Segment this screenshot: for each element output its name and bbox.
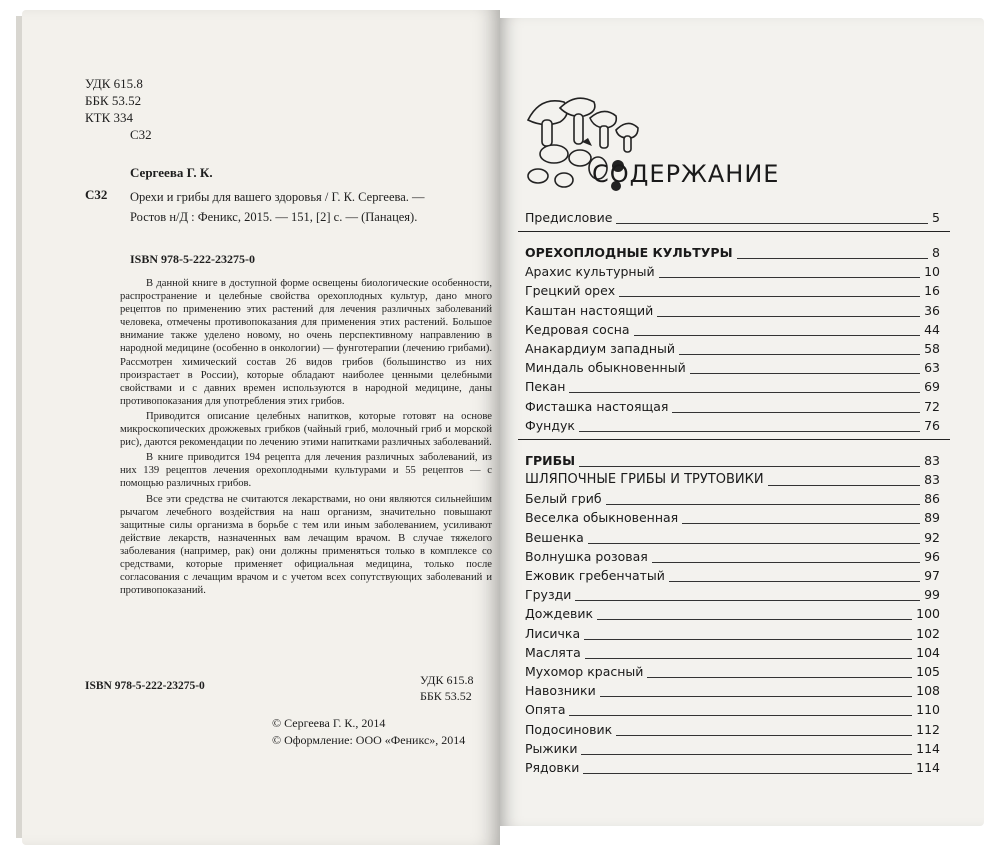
toc-entry-title: Веселка обыкновенная <box>525 510 682 525</box>
toc-entry-page: 83 <box>920 472 940 487</box>
toc-entry <box>518 683 950 703</box>
toc-leader-line <box>525 658 940 659</box>
toc-entry-title: Лисичка <box>525 626 584 641</box>
toc-leader-line <box>525 600 940 601</box>
toc-entry <box>518 530 950 550</box>
toc-entry <box>518 322 950 342</box>
isbn-top: ISBN 978-5-222-23275-0 <box>130 252 255 266</box>
toc-entry <box>518 664 950 684</box>
toc-entry <box>518 453 950 473</box>
toc-entry-page: 104 <box>912 645 940 660</box>
toc-entry-title: Навозники <box>525 683 600 698</box>
toc-entry-page: 36 <box>920 303 940 318</box>
isbn-bottom: ISBN 978-5-222-23275-0 <box>85 680 205 692</box>
abstract-paragraph: В данной книге в доступной форме освещены биологические особенности, распространение и целебные свойства орехоплодных культур, дано много рецептов по применению этих растений для лечения различных заболеваний человека, отмечены противопоказания для применения этих растений. Большое внимание также уделено новому, но очень перспективному направлению в народной медицине (особенно в онкологии) — фунготерапии (лечению грибами). Рассмотрен химический состав 26 видов грибов (большинство из них произрастает в России), которые обладают наиболее ценными целебными свойствами и с давних времен используются в народной медицине, даны противопоказания для употребления этих грибов. <box>120 278 492 407</box>
toc-entry-page: 97 <box>920 568 940 583</box>
toc-entry-title: Анакардиум западный <box>525 341 679 356</box>
toc-entry-page: 5 <box>928 210 940 225</box>
toc-entry <box>518 418 950 438</box>
toc-entry <box>518 491 950 511</box>
toc-entry-title: Мухомор красный <box>525 664 647 679</box>
toc-entry <box>518 626 950 646</box>
author-mark-label: С32 <box>85 187 108 202</box>
toc-entry-page: 10 <box>920 264 940 279</box>
toc-entry-title: ГРИБЫ <box>525 453 579 468</box>
toc-entry-title: Опята <box>525 702 569 717</box>
toc-entry-title: Миндаль обыкновенный <box>525 360 690 375</box>
toc-entry-page: 96 <box>920 549 940 564</box>
toc-leader-line <box>525 754 940 755</box>
toc-entry <box>518 472 950 492</box>
toc-entry <box>518 722 950 742</box>
toc-entry <box>518 645 950 665</box>
toc-entry-title: Вешенка <box>525 530 588 545</box>
toc-entry-page: 63 <box>920 360 940 375</box>
toc-entry-title: Белый гриб <box>525 491 606 506</box>
toc-entry-title: Кедровая сосна <box>525 322 634 337</box>
toc-entry-title: Волнушка розовая <box>525 549 652 564</box>
toc-entry-title: ШЛЯПОЧНЫЕ ГРИБЫ И ТРУТОВИКИ <box>525 472 768 487</box>
toc-entry-page: 69 <box>920 379 940 394</box>
section-divider <box>518 231 950 232</box>
toc-entry-title: Ежовик гребенчатый <box>525 568 669 583</box>
toc-entry <box>518 264 950 284</box>
toc-entry-title: Грузди <box>525 587 575 602</box>
copyright-design: © Оформление: ООО «Феникс», 2014 <box>272 733 466 747</box>
toc-entry-title: ОРЕХОПЛОДНЫЕ КУЛЬТУРЫ <box>525 245 737 260</box>
toc-entry <box>518 760 950 780</box>
abstract-paragraph: Приводится описание целебных напитков, которые готовят на основе микроскопических дрожжевых грибков (чайный гриб, молочный гриб и морской рис), даются рекомендации по лечению этими напитками различных заболеваний. <box>120 410 492 449</box>
toc-entry-page: 16 <box>920 283 940 298</box>
toc-entry <box>518 606 950 626</box>
toc-leader-line <box>525 431 940 432</box>
toc-entry <box>518 568 950 588</box>
bottom-codes <box>420 672 473 704</box>
toc-entry-page: 114 <box>912 741 940 756</box>
toc-entry-title: Подосиновик <box>525 722 616 737</box>
toc-leader-line <box>525 466 940 467</box>
author-name: Сергеева Г. К. <box>130 165 213 180</box>
catalog-line-2: Ростов н/Д : Феникс, 2015. — 151, [2] с. — (Панацея). <box>130 210 418 224</box>
toc-entry <box>518 360 950 380</box>
toc-entry <box>518 210 950 230</box>
toc-leader-line <box>525 715 940 716</box>
toc-entry <box>518 549 950 569</box>
toc-entry-page: 100 <box>912 606 940 621</box>
toc-entry-title: Дождевик <box>525 606 597 621</box>
ktk-code: КТК 334 <box>85 110 134 125</box>
toc-entry-page: 108 <box>912 683 940 698</box>
author-mark: С32 <box>130 127 152 142</box>
udk-bottom: УДК 615.8 <box>420 673 474 687</box>
toc-entry <box>518 587 950 607</box>
toc-entry-title: Каштан настоящий <box>525 303 657 318</box>
toc-entry-title: Пекан <box>525 379 569 394</box>
toc-entry-page: 105 <box>912 664 940 679</box>
toc-entry-page: 114 <box>912 760 940 775</box>
toc-entry-page: 72 <box>920 399 940 414</box>
toc-entry-page: 112 <box>912 722 940 737</box>
toc-entry-title: Арахис культурный <box>525 264 659 279</box>
abstract-paragraph: В книге приводится 194 рецепта для лечения различных заболеваний, из них 139 рецептов лечения орехоплодными культурами и 55 рецептов — с помощью различных грибов. <box>120 452 492 490</box>
toc-entry-page: 86 <box>920 491 940 506</box>
toc-entry-title: Грецкий орех <box>525 283 619 298</box>
toc-entry-title: Предисловие <box>525 210 616 225</box>
toc-leader-line <box>525 639 940 640</box>
section-divider <box>518 439 950 440</box>
toc-entry <box>518 510 950 530</box>
toc-entry-title: Рыжики <box>525 741 581 756</box>
toc-entry <box>518 399 950 419</box>
toc-entry <box>518 245 950 265</box>
copyright <box>272 715 465 749</box>
toc-entry-page: 110 <box>912 702 940 717</box>
toc-entry-title: Фундук <box>525 418 579 433</box>
toc-entry-page: 99 <box>920 587 940 602</box>
abstract-paragraph: Все эти средства не считаются лекарствами, но они являются сильнейшим рычагом лечебного воздействия на наш организм, значительно повышают защитные силы организма в борьбе с тем или иным заболеванием, усиливают действие лекарств, назначенных вам лечащим врачом. В случае тяжелого заболевания (например, рак) они должны применяться только в комплексе со средствами, которые применяет официальная медицина, только после согласования с лечащим врачом и с учетом всех сопутствующих заболеваний и противопоказаний. <box>120 493 492 597</box>
toc-leader-line <box>525 773 940 774</box>
toc-entry-page: 8 <box>928 245 940 260</box>
bbk-code: ББК 53.52 <box>85 93 142 108</box>
toc-leader-line <box>525 392 940 393</box>
toc-entry <box>518 341 950 361</box>
abstract <box>120 277 492 597</box>
toc-entry-page: 102 <box>912 626 940 641</box>
toc-entry-page: 44 <box>920 322 940 337</box>
toc-entry-title: Фисташка настоящая <box>525 399 672 414</box>
bbk-bottom: ББК 53.52 <box>420 689 472 703</box>
toc-entry <box>518 702 950 722</box>
udk-code: УДК 615.8 <box>85 76 143 91</box>
toc-entry-page: 76 <box>920 418 940 433</box>
classification-codes <box>85 75 152 143</box>
toc-entry-title: Рядовки <box>525 760 583 775</box>
toc-entry-page: 89 <box>920 510 940 525</box>
toc-entry-title: Маслята <box>525 645 585 660</box>
catalog-entry <box>130 187 425 227</box>
copyright-author: © Сергеева Г. К., 2014 <box>272 716 386 730</box>
toc-entry-page: 58 <box>920 341 940 356</box>
toc-entry-page: 92 <box>920 530 940 545</box>
toc-entry <box>518 741 950 761</box>
toc-entry <box>518 303 950 323</box>
toc-entry <box>518 379 950 399</box>
page-title: СОДЕРЖАНИЕ <box>592 160 780 188</box>
toc-entry <box>518 283 950 303</box>
catalog-line-1: Орехи и грибы для вашего здоровья / Г. К. Сергеева. — <box>130 190 425 204</box>
toc-entry-page: 83 <box>920 453 940 468</box>
